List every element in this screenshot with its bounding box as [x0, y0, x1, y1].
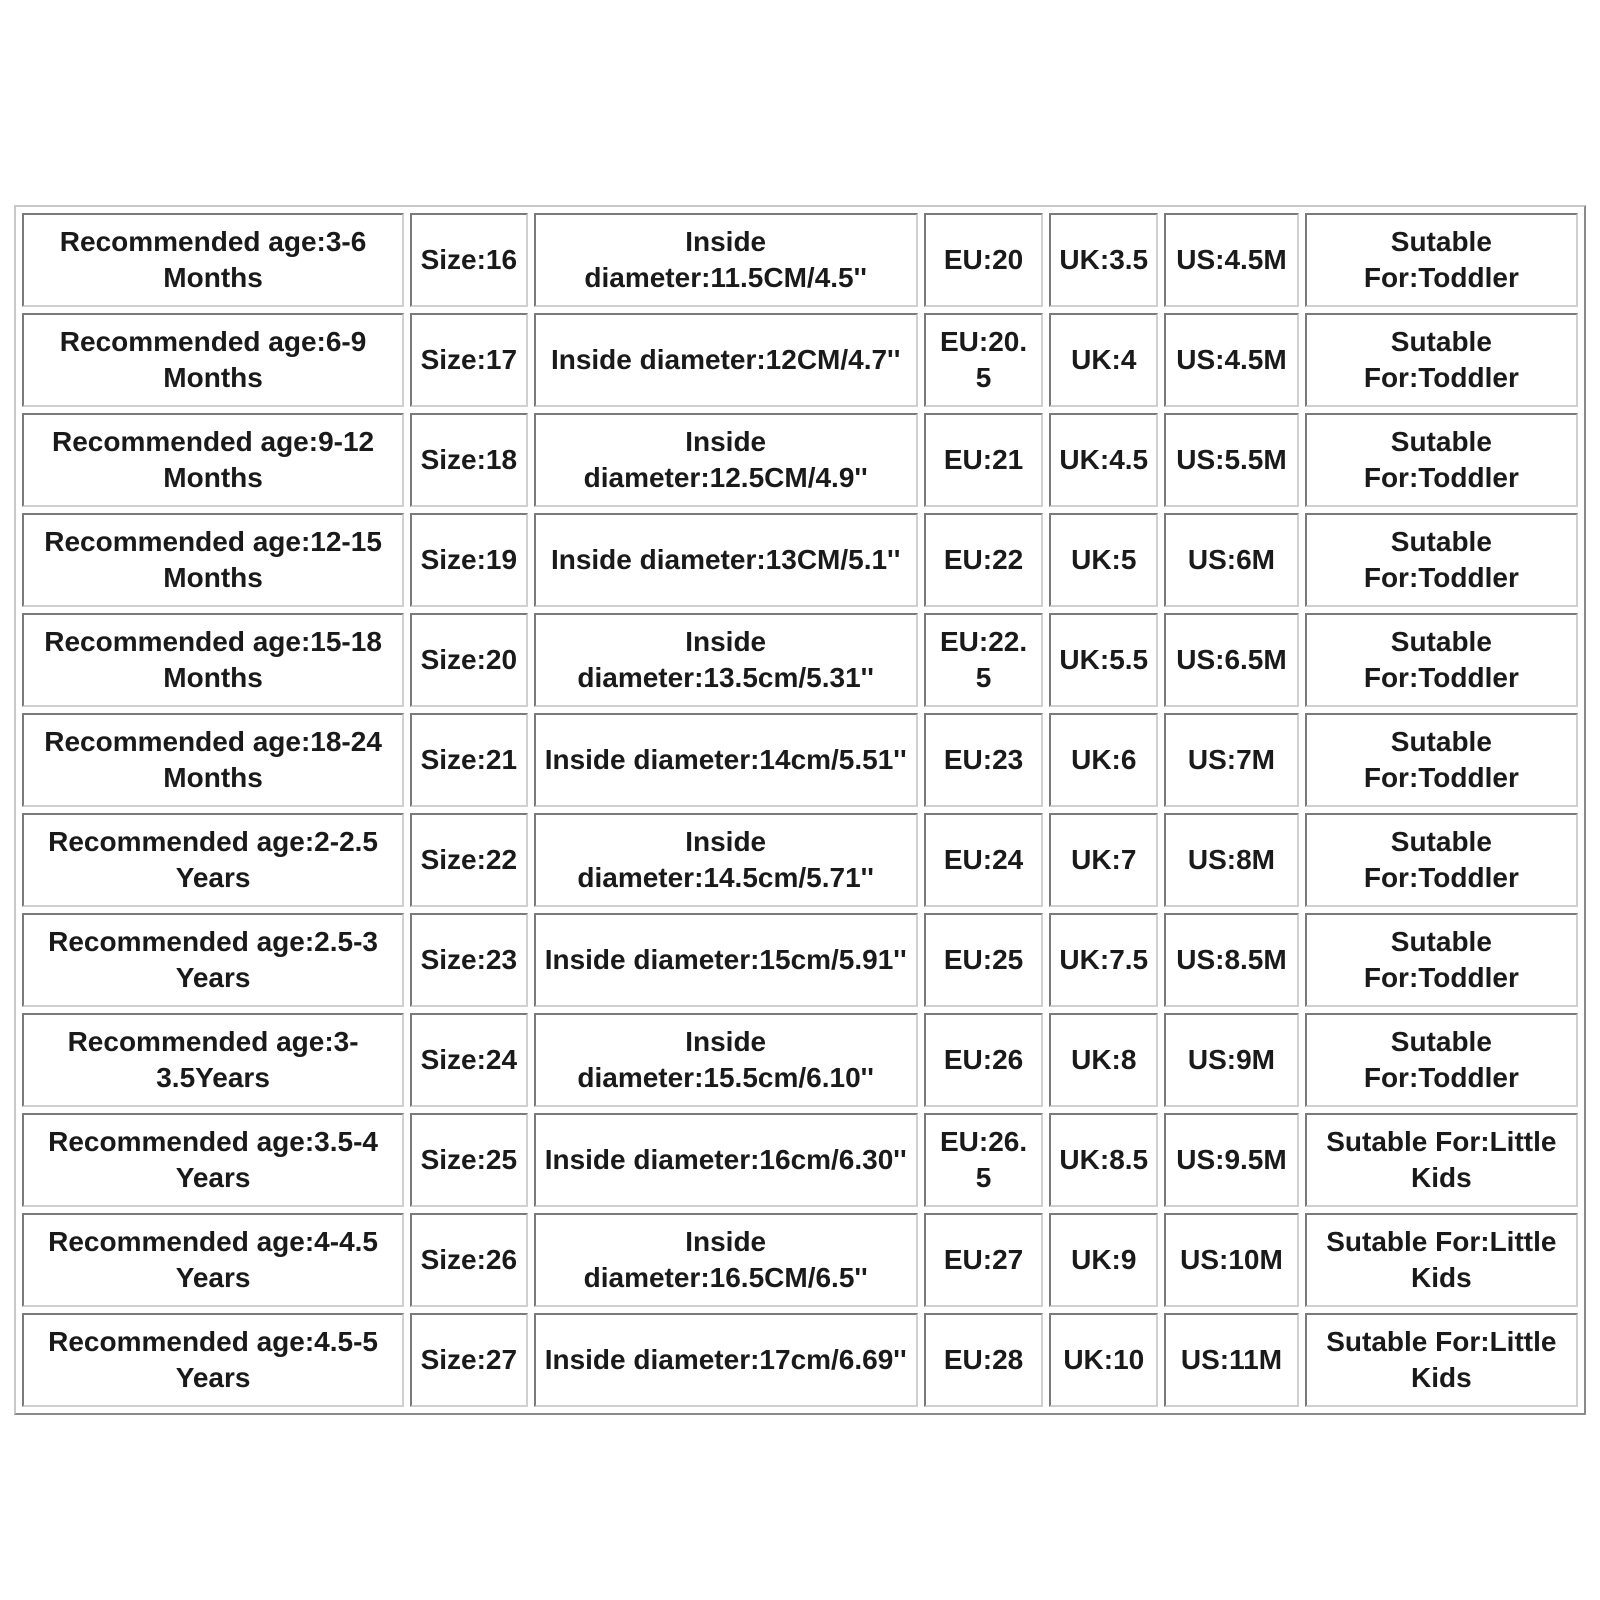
diameter-cell: Inside diameter:13.5cm/5.31'' — [534, 613, 918, 707]
eu-size-cell: EU:20 — [924, 213, 1044, 307]
diameter-cell: Inside diameter:16cm/6.30'' — [534, 1113, 918, 1207]
us-size-cell: US:9.5M — [1164, 1113, 1298, 1207]
us-size-cell: US:6.5M — [1164, 613, 1298, 707]
suitable-for-cell: Sutable For:Little Kids — [1305, 1213, 1578, 1307]
eu-size-cell: EU:22 — [924, 513, 1044, 607]
diameter-cell: Inside diameter:14cm/5.51'' — [534, 713, 918, 807]
suitable-for-cell: Sutable For:Little Kids — [1305, 1313, 1578, 1407]
age-cell: Recommended age:2.5-3 Years — [22, 913, 404, 1007]
uk-size-cell: UK:6 — [1049, 713, 1158, 807]
us-size-cell: US:8.5M — [1164, 913, 1298, 1007]
us-size-cell: US:4.5M — [1164, 213, 1298, 307]
uk-size-cell: UK:4 — [1049, 313, 1158, 407]
uk-size-cell: UK:7.5 — [1049, 913, 1158, 1007]
diameter-cell: Inside diameter:15.5cm/6.10'' — [534, 1013, 918, 1107]
suitable-for-cell: Sutable For:Toddler — [1305, 813, 1578, 907]
suitable-for-cell: Sutable For:Toddler — [1305, 1013, 1578, 1107]
uk-size-cell: UK:4.5 — [1049, 413, 1158, 507]
diameter-cell: Inside diameter:17cm/6.69'' — [534, 1313, 918, 1407]
suitable-for-cell: Sutable For:Little Kids — [1305, 1113, 1578, 1207]
us-size-cell: US:8M — [1164, 813, 1298, 907]
uk-size-cell: UK:5 — [1049, 513, 1158, 607]
suitable-for-cell: Sutable For:Toddler — [1305, 713, 1578, 807]
age-cell: Recommended age:9-12 Months — [22, 413, 404, 507]
size-cell: Size:27 — [410, 1313, 527, 1407]
age-cell: Recommended age:4.5-5 Years — [22, 1313, 404, 1407]
size-cell: Size:21 — [410, 713, 527, 807]
diameter-cell: Inside diameter:13CM/5.1'' — [534, 513, 918, 607]
age-cell: Recommended age:6-9 Months — [22, 313, 404, 407]
us-size-cell: US:9M — [1164, 1013, 1298, 1107]
suitable-for-cell: Sutable For:Toddler — [1305, 613, 1578, 707]
eu-size-cell: EU:21 — [924, 413, 1044, 507]
eu-size-cell: EU:25 — [924, 913, 1044, 1007]
us-size-cell: US:11M — [1164, 1313, 1298, 1407]
suitable-for-cell: Sutable For:Toddler — [1305, 913, 1578, 1007]
us-size-cell: US:6M — [1164, 513, 1298, 607]
table-row — [22, 1113, 1578, 1207]
table-row — [22, 1213, 1578, 1307]
table-row — [22, 513, 1578, 607]
uk-size-cell: UK:7 — [1049, 813, 1158, 907]
table-row — [22, 413, 1578, 507]
size-cell: Size:16 — [410, 213, 527, 307]
table-row — [22, 713, 1578, 807]
size-cell: Size:24 — [410, 1013, 527, 1107]
size-cell: Size:23 — [410, 913, 527, 1007]
uk-size-cell: UK:10 — [1049, 1313, 1158, 1407]
size-cell: Size:26 — [410, 1213, 527, 1307]
suitable-for-cell: Sutable For:Toddler — [1305, 513, 1578, 607]
suitable-for-cell: Sutable For:Toddler — [1305, 313, 1578, 407]
diameter-cell: Inside diameter:11.5CM/4.5'' — [534, 213, 918, 307]
suitable-for-cell: Sutable For:Toddler — [1305, 213, 1578, 307]
age-cell: Recommended age:2-2.5 Years — [22, 813, 404, 907]
us-size-cell: US:5.5M — [1164, 413, 1298, 507]
size-cell: Size:25 — [410, 1113, 527, 1207]
uk-size-cell: UK:9 — [1049, 1213, 1158, 1307]
size-chart-table — [14, 205, 1586, 1415]
size-cell: Size:20 — [410, 613, 527, 707]
eu-size-cell: EU:26 — [924, 1013, 1044, 1107]
eu-size-cell: EU:22.5 — [924, 613, 1044, 707]
eu-size-cell: EU:20.5 — [924, 313, 1044, 407]
diameter-cell: Inside diameter:15cm/5.91'' — [534, 913, 918, 1007]
eu-size-cell: EU:26.5 — [924, 1113, 1044, 1207]
table-row — [22, 1013, 1578, 1107]
diameter-cell: Inside diameter:16.5CM/6.5'' — [534, 1213, 918, 1307]
size-cell: Size:18 — [410, 413, 527, 507]
table-row — [22, 913, 1578, 1007]
table-row — [22, 313, 1578, 407]
age-cell: Recommended age:18-24 Months — [22, 713, 404, 807]
eu-size-cell: EU:23 — [924, 713, 1044, 807]
table-row — [22, 813, 1578, 907]
uk-size-cell: UK:3.5 — [1049, 213, 1158, 307]
uk-size-cell: UK:5.5 — [1049, 613, 1158, 707]
us-size-cell: US:4.5M — [1164, 313, 1298, 407]
table-row — [22, 613, 1578, 707]
eu-size-cell: EU:28 — [924, 1313, 1044, 1407]
us-size-cell: US:10M — [1164, 1213, 1298, 1307]
age-cell: Recommended age:4-4.5 Years — [22, 1213, 404, 1307]
size-cell: Size:17 — [410, 313, 527, 407]
age-cell: Recommended age:15-18 Months — [22, 613, 404, 707]
age-cell: Recommended age:3-6 Months — [22, 213, 404, 307]
eu-size-cell: EU:24 — [924, 813, 1044, 907]
diameter-cell: Inside diameter:12.5CM/4.9'' — [534, 413, 918, 507]
age-cell: Recommended age:3.5-4 Years — [22, 1113, 404, 1207]
age-cell: Recommended age:3-3.5Years — [22, 1013, 404, 1107]
diameter-cell: Inside diameter:14.5cm/5.71'' — [534, 813, 918, 907]
suitable-for-cell: Sutable For:Toddler — [1305, 413, 1578, 507]
diameter-cell: Inside diameter:12CM/4.7'' — [534, 313, 918, 407]
size-cell: Size:19 — [410, 513, 527, 607]
table-row — [22, 213, 1578, 307]
size-cell: Size:22 — [410, 813, 527, 907]
uk-size-cell: UK:8 — [1049, 1013, 1158, 1107]
table-row — [22, 1313, 1578, 1407]
eu-size-cell: EU:27 — [924, 1213, 1044, 1307]
us-size-cell: US:7M — [1164, 713, 1298, 807]
age-cell: Recommended age:12-15 Months — [22, 513, 404, 607]
uk-size-cell: UK:8.5 — [1049, 1113, 1158, 1207]
